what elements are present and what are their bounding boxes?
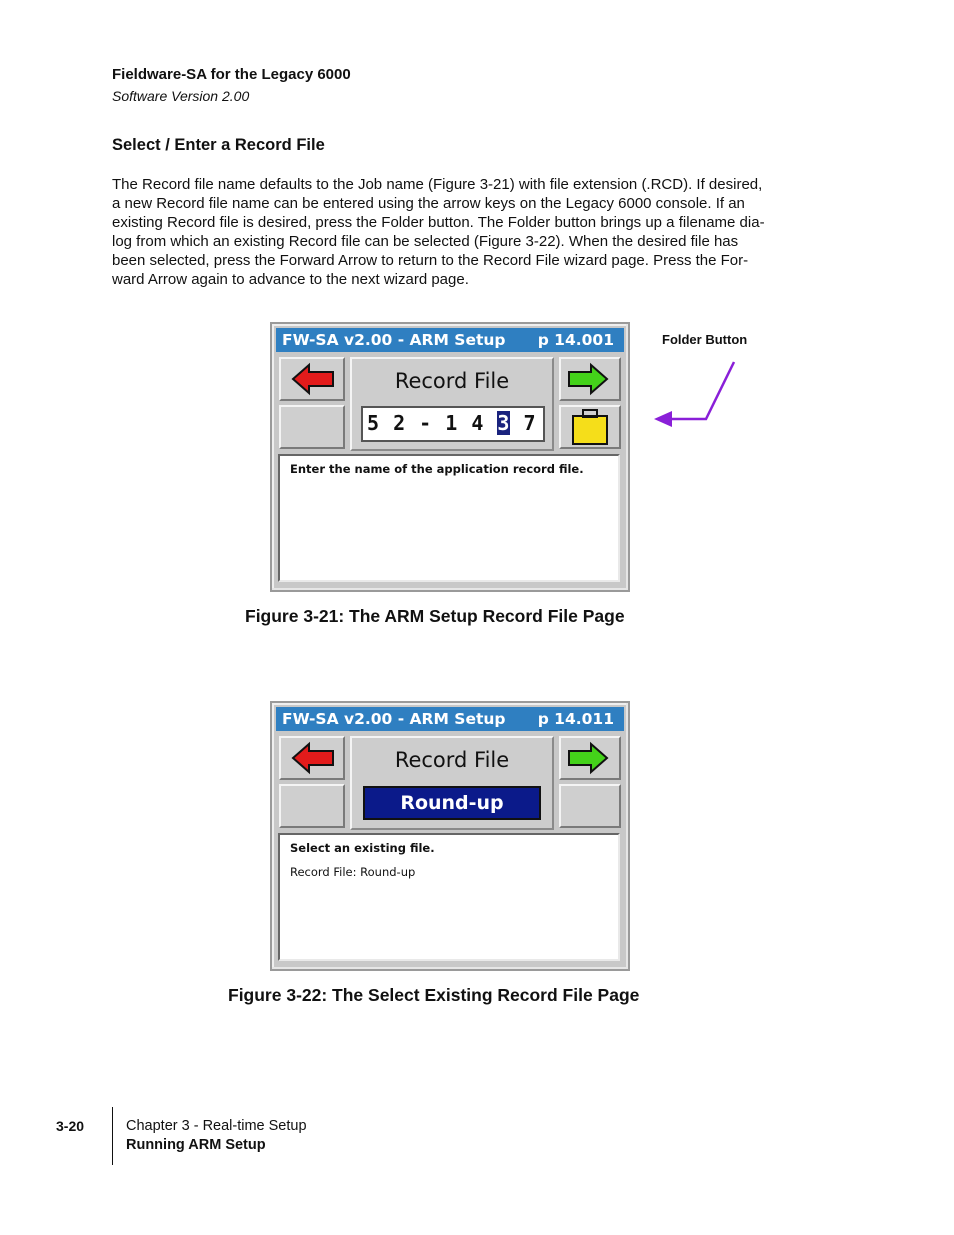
back-arrow-icon xyxy=(281,359,343,399)
body-line: existing Record file is desired, press the Folder button. The Folder button brings up a filename dia- xyxy=(112,214,765,231)
body-line: log from which an existing Record file can be selected (Figure 3-22). When the desired file has xyxy=(112,233,739,250)
empty-button xyxy=(279,784,345,828)
empty-button xyxy=(279,405,345,449)
figure1-titlebar xyxy=(276,328,624,352)
body-line: The Record file name defaults to the Job name (Figure 3-21) with file extension (.RCD). If desired, xyxy=(112,176,763,193)
page-number: 3-20 xyxy=(56,1118,85,1134)
entry-text-before: 5 2 - 1 4 xyxy=(367,411,498,435)
folder-icon xyxy=(561,407,619,447)
body-line: a new Record file name can be entered using the arrow keys on the Legacy 6000 console. If an xyxy=(112,195,745,212)
entry-text-after: 7 xyxy=(510,411,537,435)
footer-section: Running ARM Setup xyxy=(126,1137,266,1153)
message-text: Enter the name of the application record file. xyxy=(290,462,584,476)
document-title: Fieldware-SA for the Legacy 6000 xyxy=(112,66,351,83)
figure1-caption: Figure 3-21: The ARM Setup Record File Page xyxy=(245,606,625,626)
figure1-screen xyxy=(270,322,630,592)
titlebar-app-name: FW-SA v2.00 - ARM Setup xyxy=(282,710,506,728)
message-area xyxy=(278,833,620,961)
record-file-heading: Record File xyxy=(394,369,510,393)
record-file-name-input[interactable] xyxy=(361,406,545,442)
footer-chapter: Chapter 3 - Real-time Setup xyxy=(126,1118,307,1134)
back-arrow-button[interactable] xyxy=(279,357,345,401)
figure2-screen xyxy=(270,701,630,971)
record-file-heading: Record File xyxy=(394,748,510,772)
titlebar-app-name: FW-SA v2.00 - ARM Setup xyxy=(282,331,506,349)
back-arrow-icon xyxy=(281,738,343,778)
software-version: Software Version 2.00 xyxy=(112,88,250,104)
titlebar-page-number: p 14.011 xyxy=(537,710,614,728)
record-file-detail: Record File: Round-up xyxy=(290,865,416,879)
body-paragraph xyxy=(112,175,792,289)
body-line: ward Arrow again to advance to the next wizard page. xyxy=(112,271,469,288)
callout-arrow-icon xyxy=(650,358,742,434)
entry-cursor-char: 3 xyxy=(497,411,511,435)
figure2-titlebar xyxy=(276,707,624,731)
back-arrow-button[interactable] xyxy=(279,736,345,780)
footer-divider xyxy=(112,1107,113,1165)
forward-arrow-icon xyxy=(561,738,619,778)
callout-label: Folder Button xyxy=(662,332,748,347)
message-text: Select an existing file. xyxy=(290,841,435,855)
section-title: Select / Enter a Record File xyxy=(112,136,325,154)
body-line: been selected, press the Forward Arrow to return to the Record File wizard page. Press the For- xyxy=(112,252,749,269)
record-file-panel xyxy=(350,736,554,830)
figure2-caption: Figure 3-22: The Select Existing Record File Page xyxy=(228,985,640,1005)
folder-button[interactable] xyxy=(559,405,621,449)
message-area xyxy=(278,454,620,582)
empty-button xyxy=(559,784,621,828)
record-file-panel xyxy=(350,357,554,451)
titlebar-page-number: p 14.001 xyxy=(537,331,614,349)
forward-arrow-button[interactable] xyxy=(559,357,621,401)
forward-arrow-button[interactable] xyxy=(559,736,621,780)
selected-file-field[interactable]: Round-up xyxy=(363,786,541,820)
forward-arrow-icon xyxy=(561,359,619,399)
